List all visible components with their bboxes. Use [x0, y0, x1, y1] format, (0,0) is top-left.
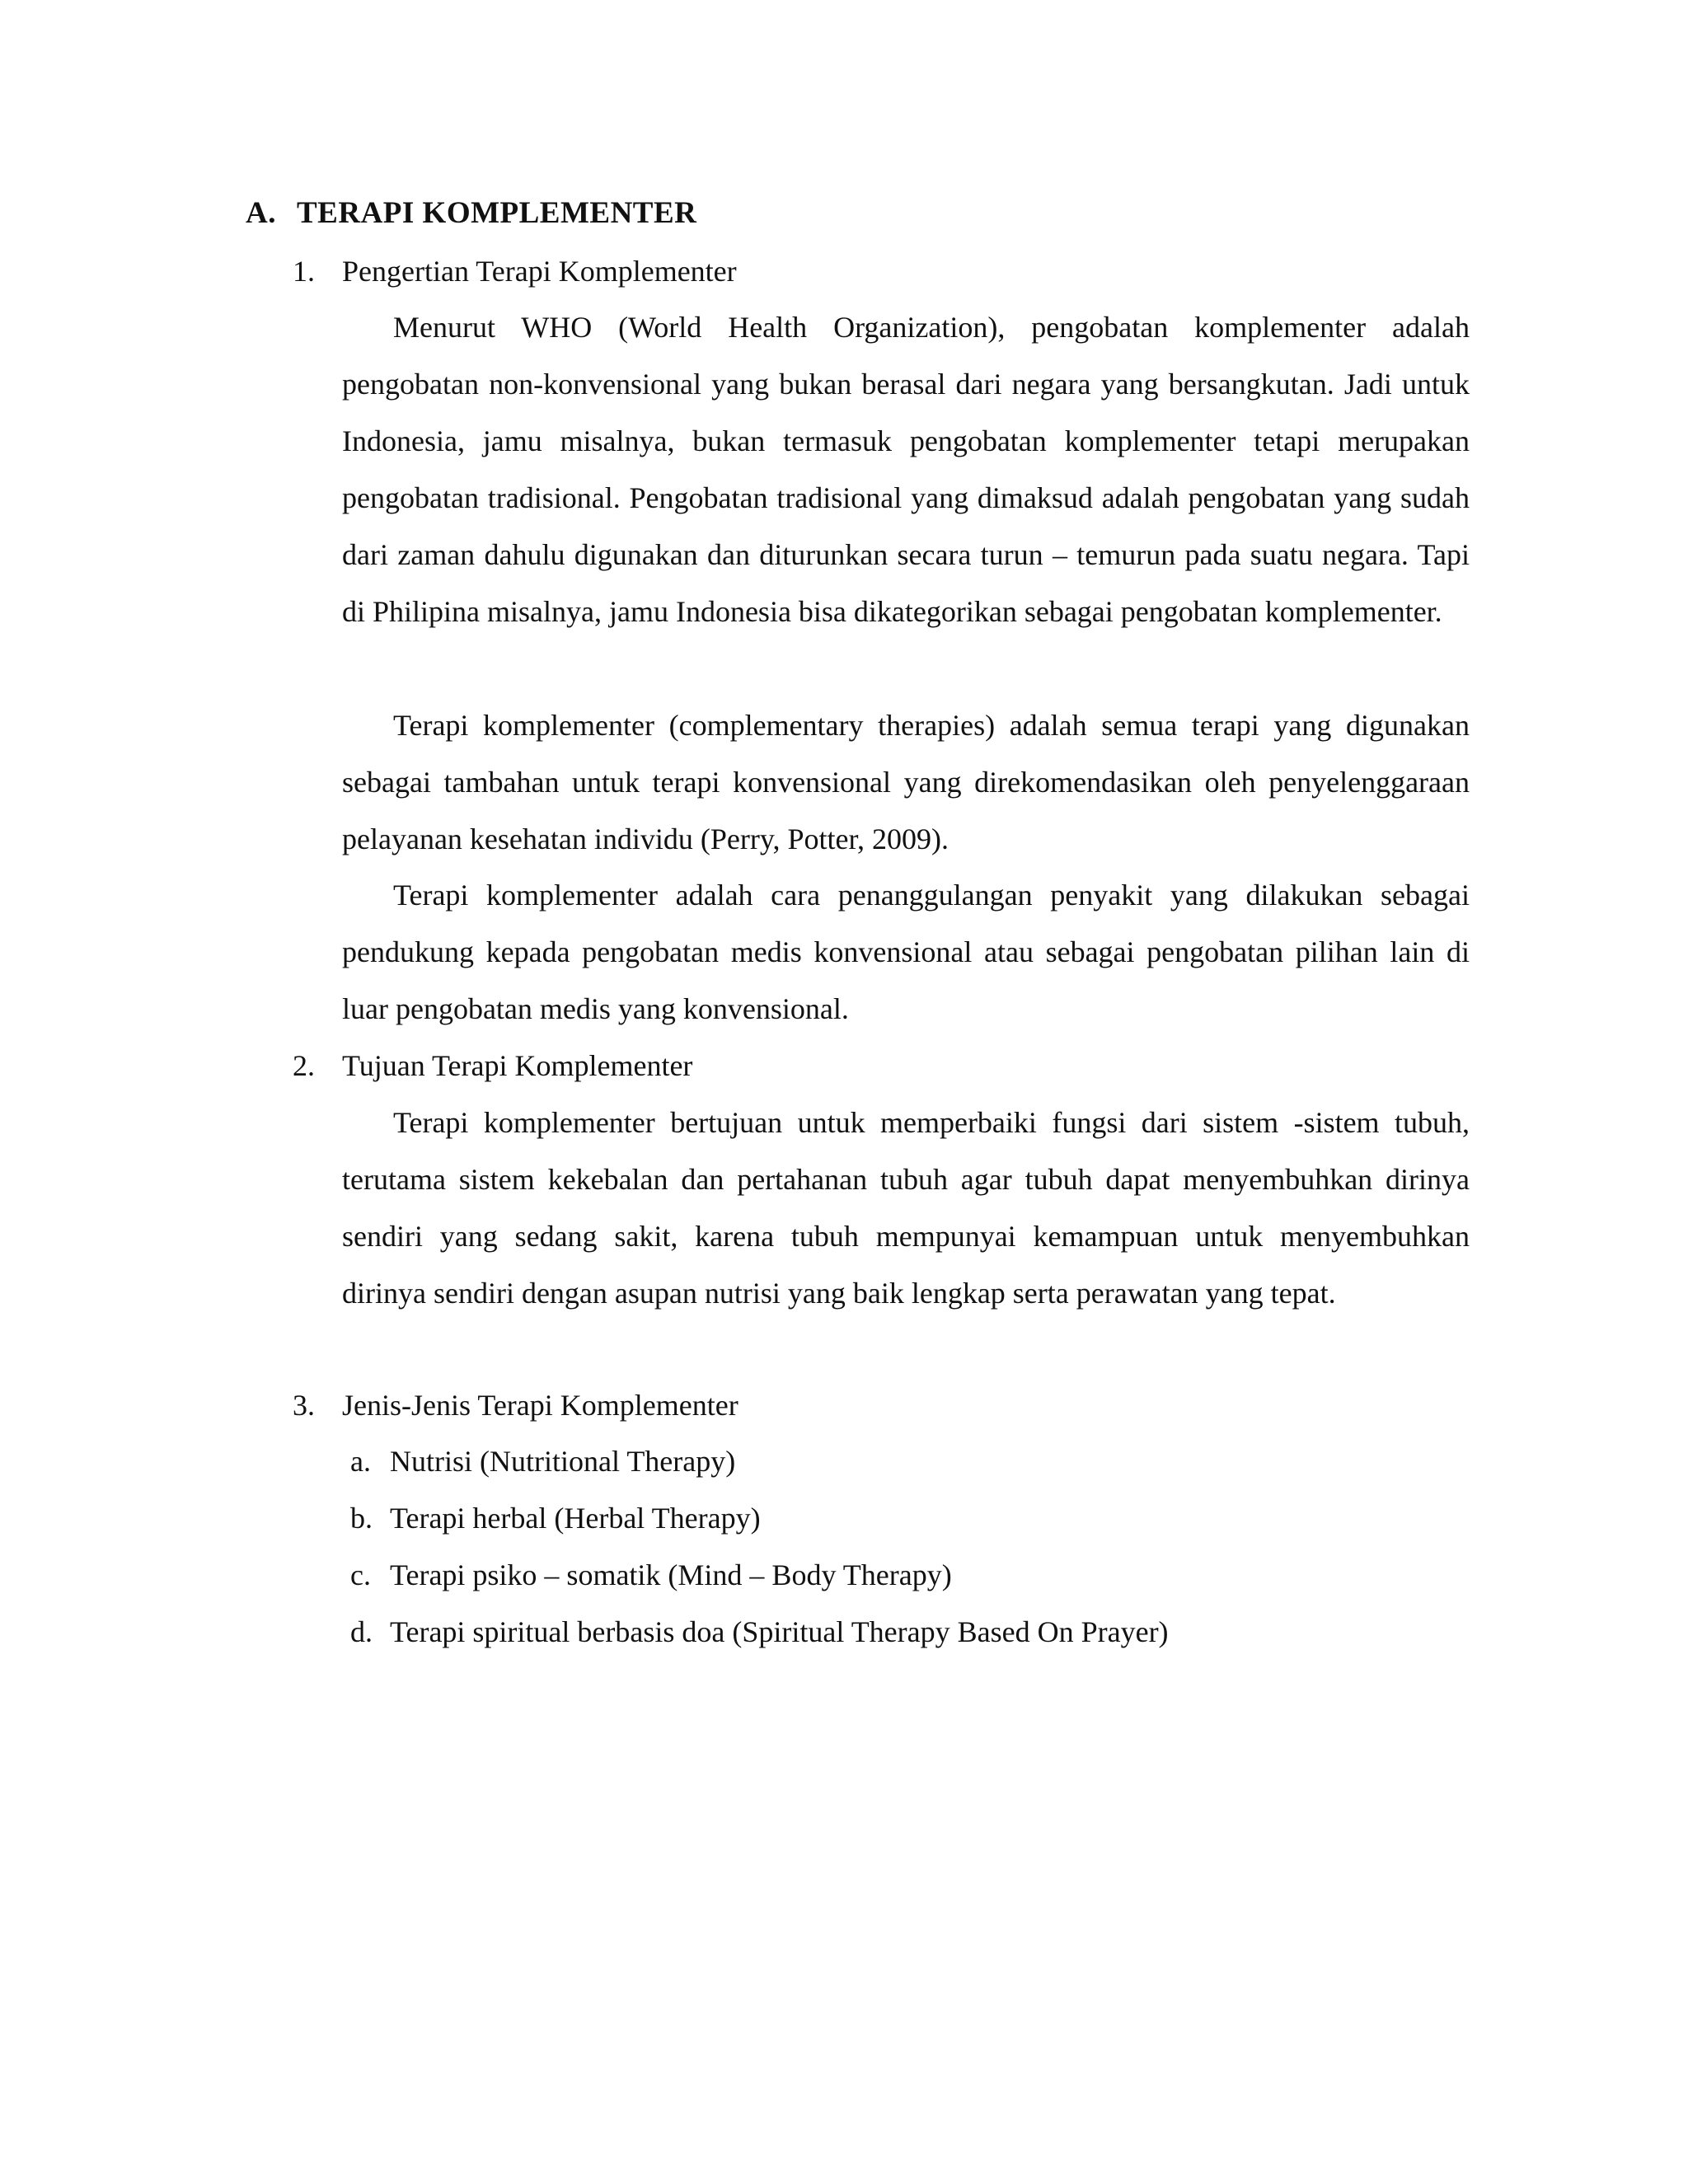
section-letter: A. [246, 196, 276, 230]
sub-item-text: Terapi herbal (Herbal Therapy) [390, 1502, 761, 1535]
list-item-1-heading [293, 249, 737, 293]
paragraph-complementary-therapies: Terapi komplementer (complementary therapies) adalah semua terapi yang digunakan sebagai tambahan untuk terapi konvensional yang direkomendasikan oleh penyelenggaraan pelayanan kesehatan individu (Perry, Potter, 2009). [342, 709, 1470, 855]
list-item-title: Tujuan Terapi Komplementer [342, 1049, 693, 1082]
sub-item-letter: c. [350, 1558, 371, 1591]
list-item-number: 3. [293, 1389, 315, 1422]
sub-item-letter: a. [350, 1445, 371, 1478]
sub-item-letter: b. [350, 1502, 373, 1535]
list-item-2-heading [293, 1043, 692, 1088]
list-item-3-heading [293, 1383, 738, 1427]
sub-item-text: Terapi spiritual berbasis doa (Spiritual Therapy Based On Prayer) [390, 1615, 1169, 1648]
paragraph-who-definition: Menurut WHO (World Health Organization), pengobatan komplementer adalah pengobatan non-konvensional yang bukan berasal dari negara yang bersangkutan. Jadi untuk Indonesia, jamu misalnya, bukan termasuk pengobatan komplementer tetapi merupakan pengobatan tradisional. Pengobatan tradisional yang dimaksud adalah pengobatan yang sudah dari zaman dahulu digunakan dan diturunkan secara turun – temurun pada suatu negara. Tapi di Philipina misalnya, jamu Indonesia bisa dikategorikan sebagai pengobatan komplementer. [342, 311, 1470, 628]
section-title: TERAPI KOMPLEMENTER [297, 196, 697, 230]
section-heading [246, 191, 696, 236]
sub-item-text: Nutrisi (Nutritional Therapy) [390, 1445, 736, 1478]
paragraph-disease-management: Terapi komplementer adalah cara penanggulangan penyakit yang dilakukan sebagai pendukung kepada pengobatan medis konvensional atau sebagai pengobatan pilihan lain di luar pengobatan medis yang konvensional. [342, 879, 1470, 1025]
sub-item-spiritual [350, 1610, 1169, 1654]
sub-item-nutrition [350, 1439, 735, 1483]
sub-item-herbal [350, 1496, 761, 1540]
list-item-number: 2. [293, 1049, 315, 1082]
sub-item-text: Terapi psiko – somatik (Mind – Body Therapy) [390, 1558, 952, 1591]
list-item-title: Pengertian Terapi Komplementer [342, 255, 737, 288]
list-item-title: Jenis-Jenis Terapi Komplementer [342, 1389, 738, 1422]
paragraph-therapy-goal: Terapi komplementer bertujuan untuk memperbaiki fungsi dari sistem -sistem tubuh, terutama sistem kekebalan dan pertahanan tubuh agar tubuh dapat menyembuhkan dirinya sendiri yang sedang sakit, karena tubuh mempunyai kemampuan untuk menyembuhkan dirinya sendiri dengan asupan nutrisi yang baik lengkap serta perawatan yang tepat. [342, 1106, 1470, 1310]
sub-item-letter: d. [350, 1615, 373, 1648]
sub-item-mind-body [350, 1553, 952, 1597]
list-item-number: 1. [293, 255, 315, 288]
